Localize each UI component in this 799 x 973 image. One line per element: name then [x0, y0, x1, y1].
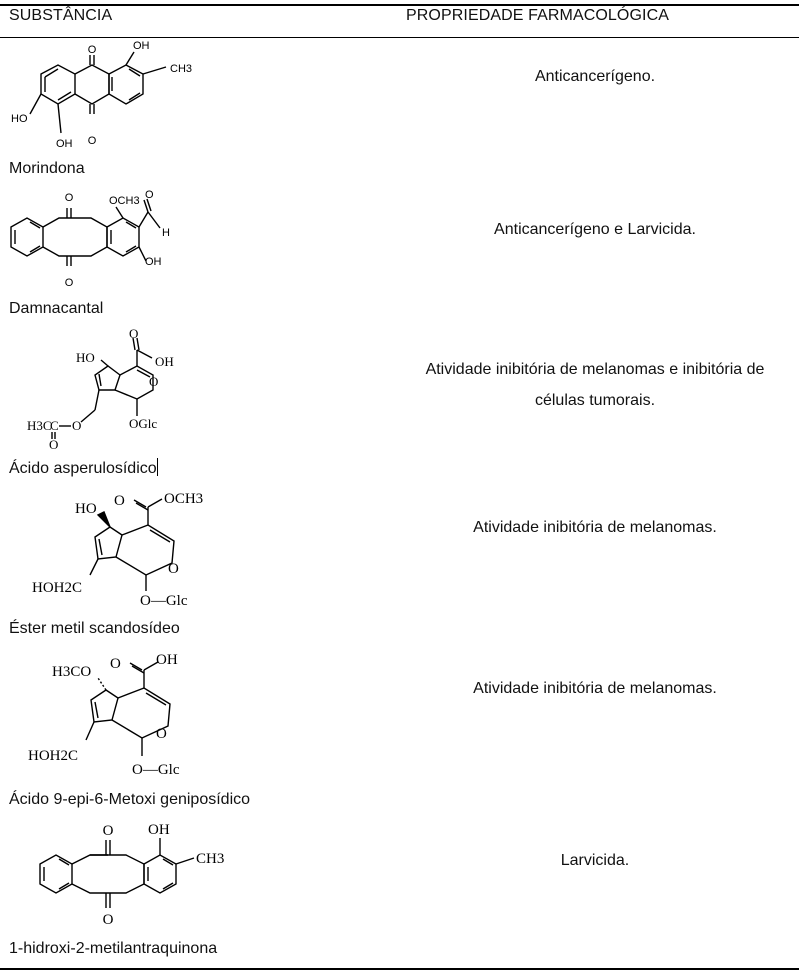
- label-oglc: O—Glc: [140, 593, 188, 609]
- property-text: Anticancerígeno.: [534, 68, 656, 85]
- substance-name-text: Ácido asperulosídico: [9, 460, 157, 477]
- label-o: O: [156, 726, 167, 742]
- label-ch3: CH3: [196, 851, 225, 867]
- label-o: O: [145, 189, 154, 201]
- label-o: O: [168, 561, 179, 577]
- header-property: PROPRIEDADE FARMACOLÓGICA: [406, 7, 669, 24]
- label-c: C: [50, 418, 59, 433]
- header-substance: SUBSTÂNCIA: [9, 7, 113, 24]
- property-text: Larvicida.: [560, 852, 630, 869]
- label-o: O: [64, 192, 74, 204]
- label-hoh2c: HOH2C: [28, 748, 79, 764]
- label-o: O: [64, 277, 74, 289]
- substance-name: Ácido 9-epi-6-Metoxi geniposídico: [9, 791, 251, 808]
- label-o: O: [149, 374, 159, 389]
- structure-morindona: [8, 38, 208, 153]
- label-oglc: O—Glc: [132, 762, 180, 778]
- label-o: O: [87, 44, 97, 56]
- substance-name: Éster metil scandosídeo: [9, 620, 180, 637]
- substance-name: 1-hidroxi-2-metilantraquinona: [9, 940, 218, 957]
- label-oh: OH: [145, 256, 162, 268]
- label-oh: OH: [133, 40, 150, 52]
- label-o: O: [102, 823, 114, 839]
- substance-name: Morindona: [9, 160, 85, 177]
- structure-acido-metoxi-geniposidico: [26, 648, 226, 783]
- label-hoh2c: HOH2C: [32, 580, 83, 596]
- label-och3: OCH3: [164, 491, 204, 507]
- label-o: O: [49, 437, 59, 452]
- label-ho: HO: [76, 350, 95, 365]
- label-o: O: [72, 418, 82, 433]
- property-text: Atividade inibitória de melanomas.: [473, 680, 717, 697]
- label-o: O: [110, 656, 121, 672]
- label-o: O: [87, 135, 97, 147]
- label-h3co: H3CO: [52, 664, 92, 680]
- substance-name: Damnacantal: [9, 300, 104, 317]
- text-cursor: [157, 458, 158, 476]
- property-text: Anticancerígeno e Larvicida.: [494, 221, 696, 238]
- substance-name: [9, 458, 158, 478]
- label-oglc: OGlc: [129, 416, 158, 431]
- label-och3: OCH3: [109, 195, 140, 207]
- structure-damnacantal: [8, 186, 208, 296]
- label-oh: OH: [148, 822, 170, 838]
- label-oh: OH: [56, 138, 73, 150]
- property-text: Atividade inibitória de melanomas.: [473, 519, 717, 536]
- label-ho: HO: [75, 501, 97, 517]
- label-oh: OH: [156, 652, 178, 668]
- structure-acido-asperulosidico: [25, 326, 205, 452]
- property-text: Atividade inibitória de melanomas e inibitória de células tumorais.: [425, 361, 765, 409]
- label-o: O: [114, 493, 125, 509]
- label-oh: OH: [155, 354, 174, 369]
- label-ho: HO: [11, 113, 28, 125]
- structure-ester-metil-scandosideo: [30, 487, 230, 612]
- label-ch3: CH3: [170, 63, 193, 75]
- label-h: H: [162, 227, 170, 239]
- label-o: O: [129, 326, 139, 341]
- structure-1-hidroxi-2-metilantraquinona: [36, 820, 236, 930]
- table-bottom-rule: [0, 968, 799, 970]
- table-top-rule: [0, 4, 799, 6]
- label-o: O: [102, 912, 114, 928]
- label-h3c: H3C: [27, 418, 52, 433]
